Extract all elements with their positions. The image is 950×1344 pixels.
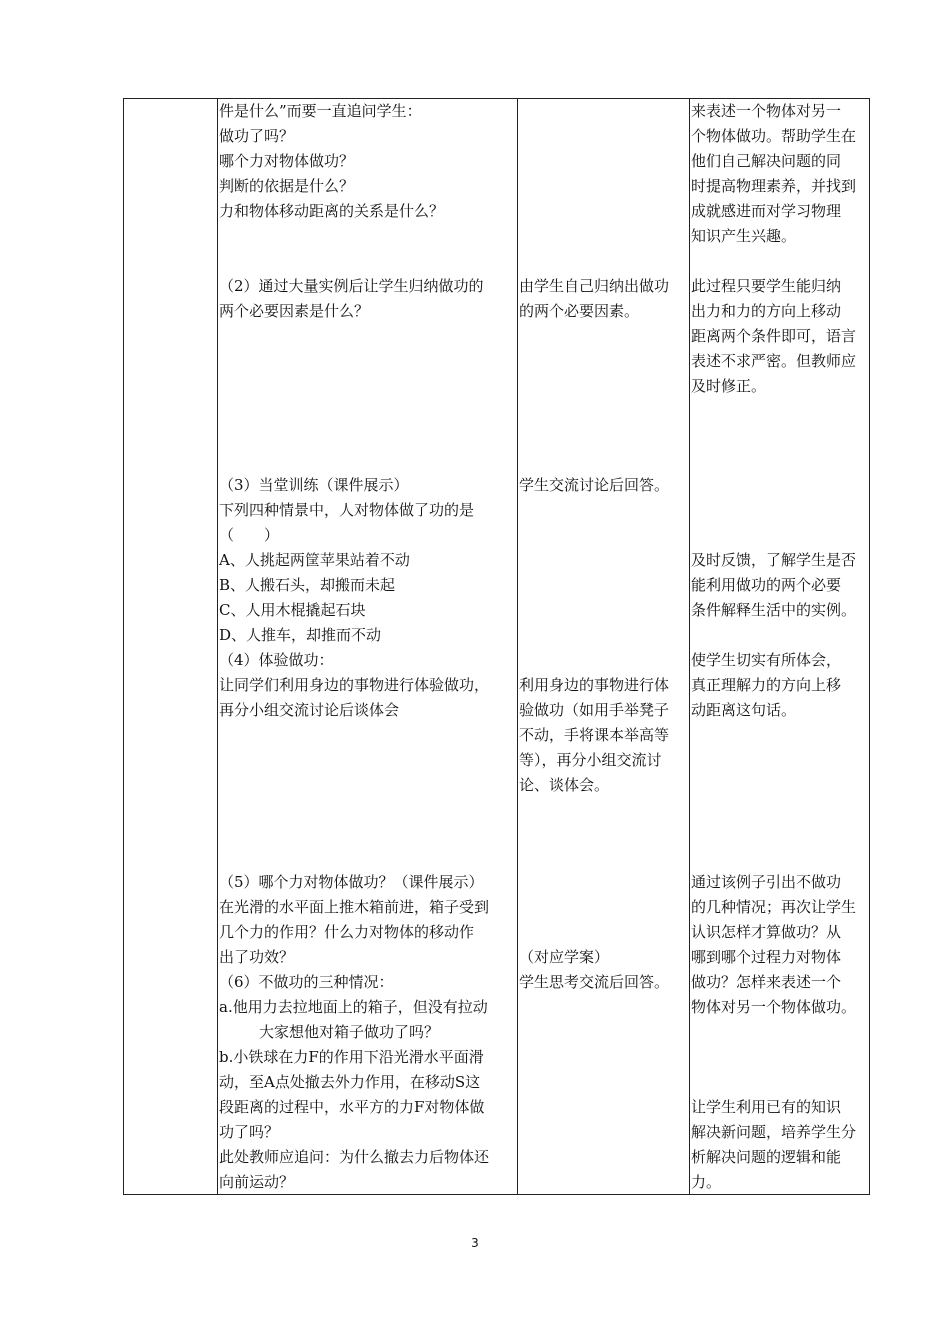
text-line: （5）哪个力对物体做功？（课件展示） <box>219 873 484 891</box>
text-line: 不动，手将课本举高等 <box>519 726 670 744</box>
lesson-plan-table <box>123 98 870 1195</box>
text-line: 做功？怎样来表述一个 <box>691 973 842 991</box>
text-line: 判断的依据是什么？ <box>219 177 355 195</box>
text-line: 哪到哪个过程力对物体 <box>691 948 842 966</box>
text-line: 使学生切实有所体会， <box>691 651 842 669</box>
text-line: 个物体做功。帮助学生在 <box>691 127 857 145</box>
student-activity-column <box>519 99 688 1194</box>
text-line: 时提高物理素养，并找到 <box>691 177 857 195</box>
text-line: 功了吗？ <box>219 1123 280 1141</box>
stage-column <box>124 99 217 1194</box>
text-line: 力和物体移动距离的关系是什么？ <box>219 202 445 220</box>
text-line: b.小铁球在力F的作用下沿光滑水平面滑 <box>219 1048 484 1066</box>
text-line: 动，至A点处撤去外力作用，在移动S这 <box>219 1073 481 1091</box>
text-line: 认识怎样才算做功？从 <box>691 923 842 941</box>
text-line: 下列四种情景中，人对物体做了功的是 <box>219 501 475 519</box>
text-line: 动距离这句话。 <box>691 701 797 719</box>
text-line: 哪个力对物体做功？ <box>219 152 355 170</box>
text-line: a.他用力去拉地面上的箱子，但没有拉动 <box>219 998 488 1016</box>
teacher-activity-column <box>219 99 516 1194</box>
text-line: 让同学们利用身边的事物进行体验做功， <box>219 676 490 694</box>
text-line: 真正理解力的方向上移 <box>691 676 842 694</box>
text-line: 距离两个条件即可，语言 <box>691 327 857 345</box>
text-line: 利用身边的事物进行体 <box>519 676 670 694</box>
text-line: （3）当堂训练（课件展示） <box>219 476 409 494</box>
text-line: 等），再分小组交流讨 <box>519 751 662 769</box>
text-line: 让学生利用已有的知识 <box>691 1098 842 1116</box>
text-line: 由学生自己归纳出做功 <box>519 277 670 295</box>
text-line: 学生思考交流后回答。 <box>519 973 670 991</box>
text-line: 此处教师应追问：为什么撤去力后物体还 <box>219 1148 490 1166</box>
text-line: 条件解释生活中的实例。 <box>691 601 857 619</box>
text-line: 的几种情况；再次让学生 <box>691 898 857 916</box>
text-line: （4）体验做功： <box>219 651 334 669</box>
text-line: A、人挑起两筐苹果站着不动 <box>219 551 410 569</box>
text-line: 再分小组交流讨论后谈体会 <box>219 701 400 719</box>
design-intent-column <box>691 99 869 1194</box>
text-line: （6）不做功的三种情况： <box>219 973 394 991</box>
text-line: 物体对另一个物体做功。 <box>691 998 857 1016</box>
text-line: 表述不求严密。但教师应 <box>691 352 857 370</box>
text-line: 件是什么”而要一直追问学生： <box>219 102 422 120</box>
column-divider <box>689 99 690 1194</box>
text-line: 论、谈体会。 <box>519 776 610 794</box>
text-line: 通过该例子引出不做功 <box>691 873 842 891</box>
text-line: B、人搬石头，却搬而未起 <box>219 576 396 594</box>
text-line: 此过程只要学生能归纳 <box>691 277 842 295</box>
text-line: 出了功效？ <box>219 948 295 966</box>
text-line: 的两个必要因素。 <box>519 302 640 320</box>
column-divider <box>217 99 218 1194</box>
text-line: 学生交流讨论后回答。 <box>519 476 670 494</box>
text-line: 及时反馈，了解学生是否 <box>691 551 857 569</box>
page-number: 3 <box>471 1236 479 1250</box>
text-line: 几个力的作用？什么力对物体的移动作 <box>219 923 475 941</box>
text-line: 力。 <box>691 1173 722 1191</box>
text-line: 段距离的过程中，水平方的力F对物体做 <box>219 1098 485 1116</box>
column-divider <box>517 99 518 1194</box>
text-line: （对应学案） <box>519 948 610 966</box>
text-line: 来表述一个物体对另一 <box>691 102 842 120</box>
text-line: D、人推车，却推而不动 <box>219 626 382 644</box>
text-line: （2）通过大量实例后让学生归纳做功的 <box>219 277 484 295</box>
text-line: 成就感进而对学习物理 <box>691 202 842 220</box>
text-line: C、人用木棍撬起石块 <box>219 601 366 619</box>
text-line: 做功了吗？ <box>219 127 295 145</box>
text-line: 两个必要因素是什么？ <box>219 302 370 320</box>
text-line: 解决新问题，培养学生分 <box>691 1123 857 1141</box>
text-line: 在光滑的水平面上推木箱前进，箱子受到 <box>219 898 490 916</box>
text-line: 析解决问题的逻辑和能 <box>691 1148 842 1166</box>
text-line: 能利用做功的两个必要 <box>691 576 842 594</box>
text-line: 验做功（如用手举凳子 <box>519 701 670 719</box>
text-line: 向前运动？ <box>219 1173 295 1191</box>
text-line: （ ） <box>219 526 280 544</box>
text-line: 大家想他对箱子做功了吗？ <box>259 1023 440 1041</box>
text-line: 知识产生兴趣。 <box>691 227 797 245</box>
text-line: 出力和力的方向上移动 <box>691 302 842 320</box>
text-line: 他们自己解决问题的同 <box>691 152 842 170</box>
text-line: 及时修正。 <box>691 377 767 395</box>
